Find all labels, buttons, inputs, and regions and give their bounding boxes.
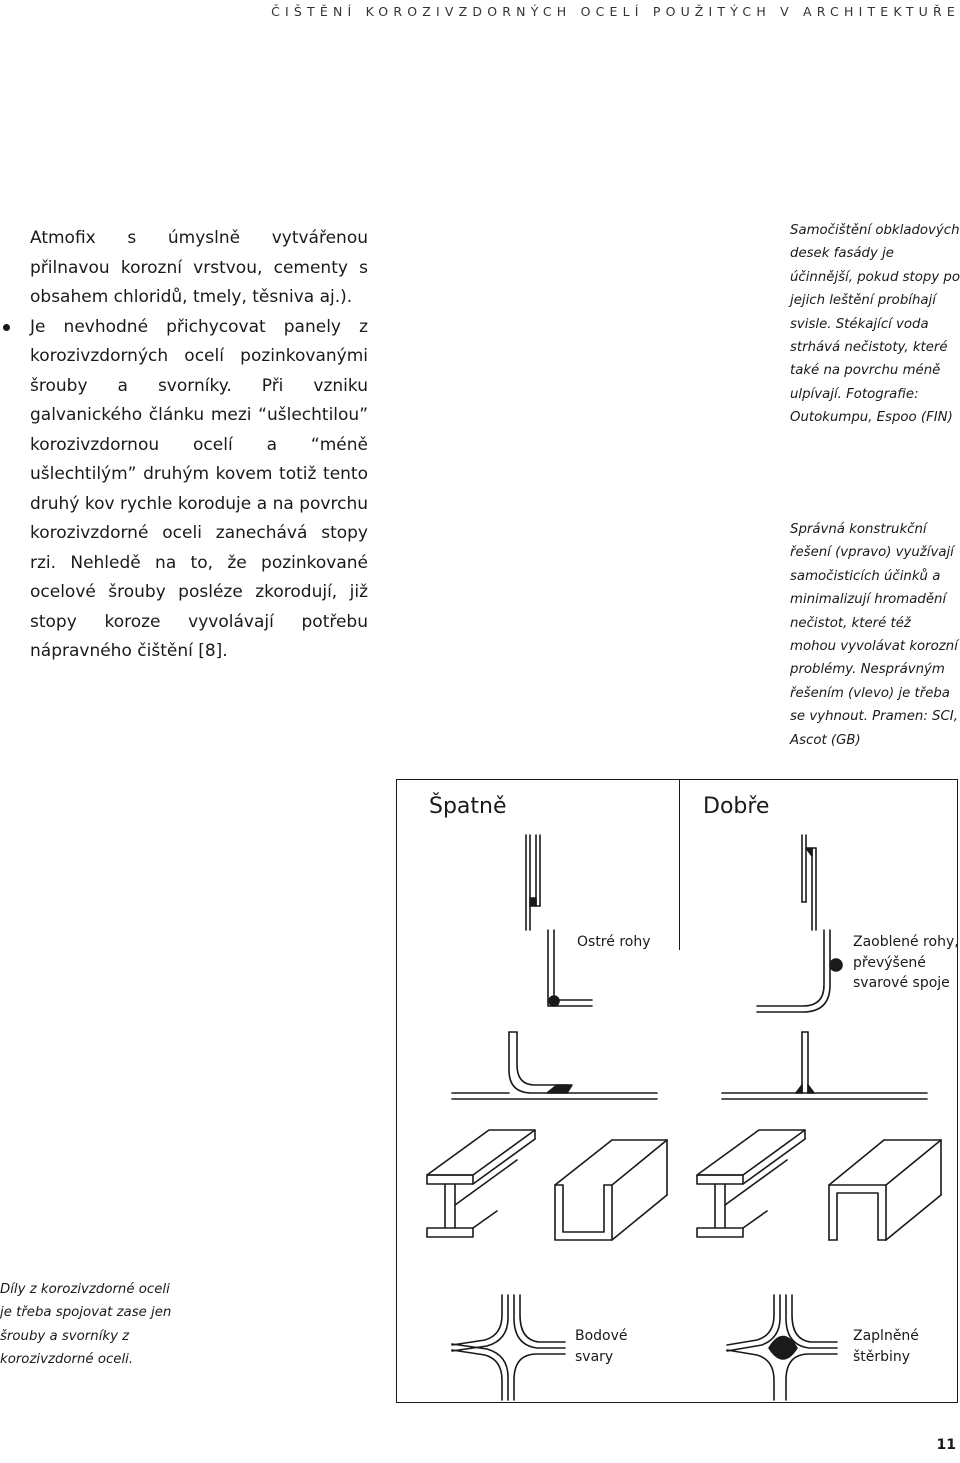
figure-title-good: Dobře bbox=[703, 794, 770, 819]
bad-i-beam bbox=[427, 1130, 535, 1237]
design-figure bbox=[396, 779, 958, 1403]
label-spot-welds: Bodové svary bbox=[575, 1328, 628, 1365]
figure-drawings bbox=[397, 780, 959, 1404]
page-number: 11 bbox=[936, 1437, 956, 1453]
bad-sharp-corner bbox=[548, 930, 592, 1006]
caption-bolts: Díly z korozivzdorné oceli je třeba spojovat zase jen šrouby a svorníky z korozivzdorné oceli. bbox=[0, 1282, 172, 1368]
good-t-joint bbox=[722, 1032, 927, 1099]
figure-title-bad: Špatně bbox=[429, 794, 507, 819]
bullet-paragraph bbox=[30, 313, 368, 667]
good-rounded-corner bbox=[757, 930, 842, 1012]
caption-facade: Samočištění obkladových desek fasády je účinnější, pokud stopy po jejich leštění probíhají svisle. Stékající voda strhává nečistoty, které také na povrchu méně ulpívají. Fotografie: Outokumpu, Espoo (FIN) bbox=[790, 223, 960, 426]
good-i-beam bbox=[697, 1130, 805, 1237]
label-filled-gaps: Zaplněné štěrbiny bbox=[853, 1328, 919, 1365]
good-overlap-joint bbox=[802, 835, 816, 930]
running-header: ČIŠTĚNÍ KOROZIVZDORNÝCH OCELÍ POUŽITÝCH V ARCHITEKTUŘE bbox=[271, 4, 960, 19]
bad-spot-weld-joint bbox=[452, 1295, 565, 1400]
label-sharp-corners: Ostré rohy bbox=[577, 934, 651, 950]
bullet-text: Je nevhodné přichycovat panely z korozivzdorných ocelí pozinkovanými šrouby a svorníky. Při vzniku galvanického článku mezi “ušlechtilou” korozivzdornou ocelí a “méně ušlechtilým” druhým kovem totiž tento druhý kov rychle koroduje a na povrchu korozivzdorné oceli zanechává stopy rzi. Nehledě na to, že pozinkované ocelové šrouby posléze zkorodují, již stopy koroze vyvolávají potřebu nápravného čištění [8]. bbox=[30, 316, 368, 661]
bad-channel bbox=[555, 1140, 667, 1240]
label-rounded-corners: Zaoblené rohy, převýšené svarové spoje bbox=[853, 934, 959, 991]
bullet-icon bbox=[3, 324, 10, 331]
good-channel bbox=[829, 1140, 941, 1240]
body-paragraph: Atmofix s úmyslně vytvářenou přilnavou korozní vrstvou, cementy s obsahem chloridů, tmely, těsniva aj.). bbox=[30, 228, 368, 307]
bad-t-joint bbox=[452, 1032, 657, 1099]
caption-design: Správná konstrukční řešení (vpravo) využívají samočisticích účinků a minimalizují hromadění nečistot, které též mohou vyvolávat korozní problémy. Nesprávným řešením (vlevo) je třeba se vyhnout. Pramen: SCI, Ascot (GB) bbox=[790, 522, 958, 748]
good-filled-joint bbox=[727, 1295, 837, 1400]
body-text bbox=[30, 224, 368, 667]
bad-overlap-joint bbox=[526, 835, 540, 930]
